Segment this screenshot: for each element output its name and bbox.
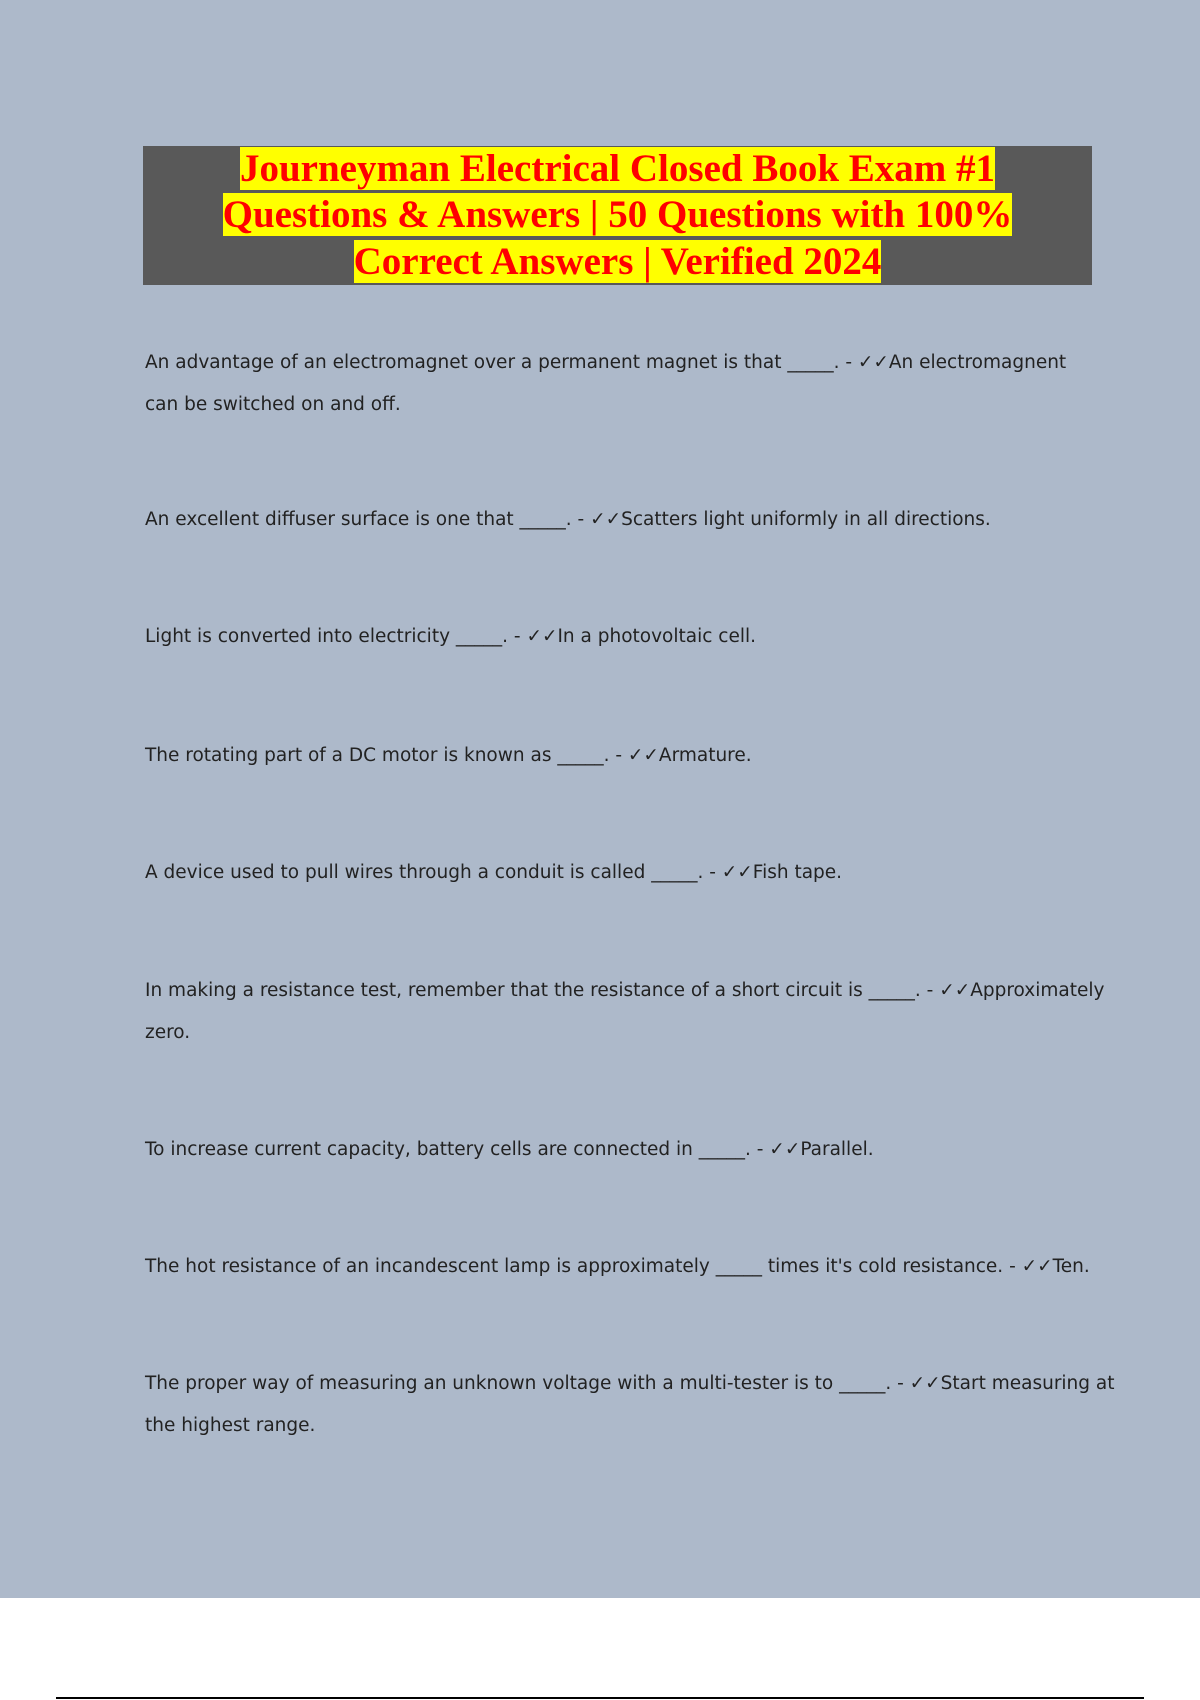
qa-line: An excellent diffuser surface is one that _____. - ✓✓Scatters light uniformly in all directions.: [145, 509, 991, 530]
qa-line: the highest range.: [145, 1415, 316, 1436]
qa-line: zero.: [145, 1022, 191, 1043]
qa-line: An advantage of an electromagnet over a permanent magnet is that _____. - ✓✓An electromagnent: [145, 352, 1067, 373]
qa-line: In making a resistance test, remember that the resistance of a short circuit is _____. - ✓✓Approximately: [145, 980, 1105, 1001]
qa-item-8: [145, 1246, 1095, 1288]
footer-divider: [56, 1697, 1144, 1699]
title-line: [143, 192, 1092, 239]
title-line: [143, 146, 1092, 193]
title-line-text: Journeyman Electrical Closed Book Exam #1: [239, 146, 996, 190]
qa-item-1: [145, 342, 1095, 426]
qa-line: A device used to pull wires through a conduit is called _____. - ✓✓Fish tape.: [145, 862, 843, 883]
qa-item-6: [145, 970, 1105, 1054]
qa-line: To increase current capacity, battery cells are connected in _____. - ✓✓Parallel.: [145, 1139, 874, 1160]
qa-line: can be switched on and off.: [145, 394, 401, 415]
qa-line: The rotating part of a DC motor is known as _____. - ✓✓Armature.: [145, 745, 752, 766]
title-line-text: Correct Answers | Verified 2024: [353, 239, 882, 283]
document-title: [143, 146, 1092, 286]
qa-line: Light is converted into electricity _____. - ✓✓In a photovoltaic cell.: [145, 626, 757, 647]
qa-item-3: [145, 616, 1095, 658]
qa-item-9: [145, 1363, 1115, 1447]
qa-item-4: [145, 735, 1095, 777]
qa-line: The hot resistance of an incandescent lamp is approximately _____ times it's cold resistance. - ✓✓Ten.: [145, 1256, 1090, 1277]
qa-item-7: [145, 1129, 1095, 1171]
qa-item-5: [145, 852, 1095, 894]
title-banner: [143, 146, 1092, 285]
title-line: [143, 239, 1092, 286]
qa-line: The proper way of measuring an unknown voltage with a multi-tester is to _____. - ✓✓Start measuring at: [145, 1373, 1115, 1394]
title-line-text: Questions & Answers | 50 Questions with 100%: [222, 193, 1013, 237]
qa-item-2: [145, 499, 1095, 541]
